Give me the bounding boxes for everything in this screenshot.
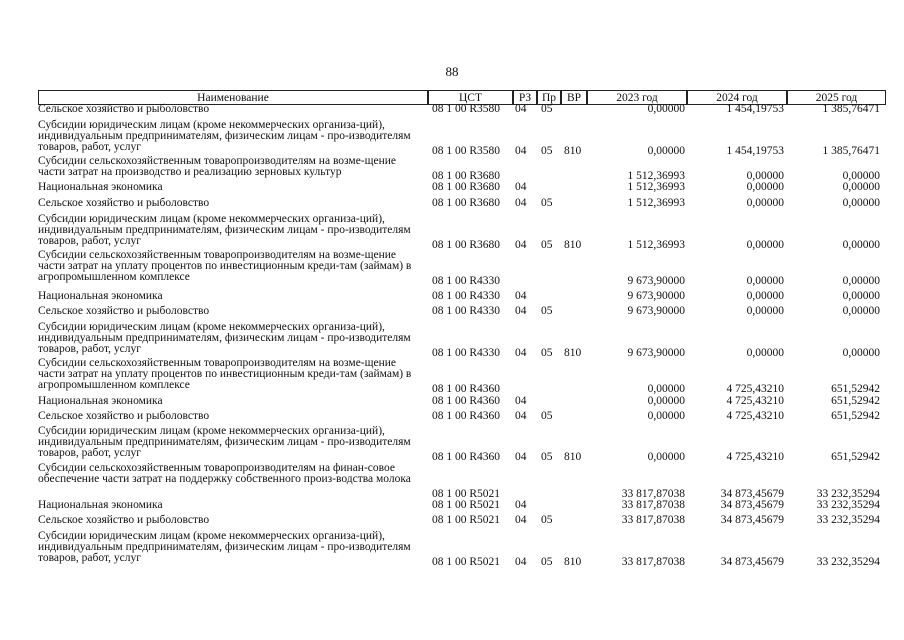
row-pr: 05 bbox=[541, 305, 553, 317]
row-rz: 04 bbox=[515, 145, 527, 157]
row-value-2025: 651,52942 bbox=[831, 410, 880, 422]
row-rz: 04 bbox=[515, 181, 527, 193]
row-pr: 05 bbox=[541, 451, 553, 463]
row-pr: 05 bbox=[541, 514, 553, 526]
table-row bbox=[0, 530, 904, 568]
row-value-2025: 1 385,76471 bbox=[822, 145, 880, 157]
row-value-2024: 1 454,19753 bbox=[726, 103, 784, 115]
row-name: Сельское хозяйство и рыболовство bbox=[38, 305, 210, 317]
row-csr: 08 1 00 R3680 bbox=[432, 170, 501, 182]
row-csr: 08 1 00 R4360 bbox=[432, 383, 501, 395]
header-name: Наименование bbox=[38, 90, 428, 105]
row-rz: 04 bbox=[515, 499, 527, 511]
row-value-2023: 0,00000 bbox=[647, 145, 685, 157]
row-csr: 08 1 00 R4360 bbox=[432, 451, 501, 463]
row-vr: 810 bbox=[564, 347, 582, 359]
row-value-2024: 0,00000 bbox=[746, 239, 784, 251]
row-value-2024: 0,00000 bbox=[746, 305, 784, 317]
row-value-2023: 1 512,36993 bbox=[627, 239, 685, 251]
row-rz: 04 bbox=[515, 103, 527, 115]
row-value-2025: 0,00000 bbox=[842, 197, 880, 209]
row-csr: 08 1 00 R4330 bbox=[432, 347, 501, 359]
row-name: Субсидии юридическим лицам (кроме некоммерческих организа-ций), индивидуальным предпринимателям, физическим лицам - про-изводителям товаров, работ, услуг bbox=[38, 321, 411, 355]
row-csr: 08 1 00 R4330 bbox=[432, 305, 501, 317]
header-2024: 2024 год bbox=[687, 90, 787, 105]
row-rz: 04 bbox=[515, 197, 527, 209]
table-row bbox=[0, 182, 904, 193]
row-csr: 08 1 00 R5021 bbox=[432, 514, 501, 526]
row-name: Субсидии сельскохозяйственным товаропроизводителям на финан-совое обеспечение части затрат на поддержку собственного произ-водства молока bbox=[38, 462, 411, 485]
row-rz: 04 bbox=[515, 514, 527, 526]
row-rz: 04 bbox=[515, 395, 527, 407]
row-value-2024: 0,00000 bbox=[746, 197, 784, 209]
header-2025: 2025 год bbox=[787, 90, 886, 105]
row-value-2025: 0,00000 bbox=[842, 170, 880, 182]
row-value-2024: 4 725,43210 bbox=[726, 395, 784, 407]
table-row bbox=[0, 291, 904, 302]
row-vr: 810 bbox=[564, 451, 582, 463]
row-csr: 08 1 00 R3680 bbox=[432, 181, 501, 193]
row-value-2025: 0,00000 bbox=[842, 290, 880, 302]
row-pr: 05 bbox=[541, 239, 553, 251]
row-name: Сельское хозяйство и рыболовство bbox=[38, 103, 210, 115]
table-row bbox=[0, 155, 904, 182]
row-value-2023: 33 817,87038 bbox=[621, 488, 685, 500]
row-name: Национальная экономика bbox=[38, 395, 163, 407]
row-csr: 08 1 00 R3680 bbox=[432, 197, 501, 209]
table-row bbox=[0, 425, 904, 463]
row-value-2025: 33 232,35294 bbox=[816, 556, 880, 568]
row-csr: 08 1 00 R3580 bbox=[432, 145, 501, 157]
row-value-2023: 33 817,87038 bbox=[621, 514, 685, 526]
row-name: Национальная экономика bbox=[38, 181, 163, 193]
row-rz: 04 bbox=[515, 290, 527, 302]
row-value-2023: 0,00000 bbox=[647, 383, 685, 395]
row-name: Субсидии юридическим лицам (кроме некоммерческих организа-ций), индивидуальным предпринимателям, физическим лицам - про-изводителям товаров, работ, услуг bbox=[38, 425, 411, 459]
row-csr: 08 1 00 R5021 bbox=[432, 556, 501, 568]
table-row bbox=[0, 198, 904, 209]
row-value-2023: 1 512,36993 bbox=[627, 181, 685, 193]
row-name: Сельское хозяйство и рыболовство bbox=[38, 514, 210, 526]
table-row bbox=[0, 213, 904, 251]
row-value-2025: 33 232,35294 bbox=[816, 488, 880, 500]
header-2023: 2023 год bbox=[587, 90, 687, 105]
row-name: Субсидии сельскохозяйственным товаропроизводителям на возме-щение части затрат на уплату процентов по инвестиционным креди-там (займам) в агропромышленном комплексе bbox=[38, 249, 412, 283]
row-value-2024: 34 873,45679 bbox=[720, 488, 784, 500]
row-value-2024: 1 454,19753 bbox=[726, 145, 784, 157]
row-value-2025: 651,52942 bbox=[831, 383, 880, 395]
row-csr: 08 1 00 R3580 bbox=[432, 103, 501, 115]
row-name: Сельское хозяйство и рыболовство bbox=[38, 410, 210, 422]
row-pr: 05 bbox=[541, 347, 553, 359]
row-csr: 08 1 00 R4330 bbox=[432, 275, 501, 287]
row-value-2023: 1 512,36993 bbox=[627, 197, 685, 209]
row-value-2024: 34 873,45679 bbox=[720, 514, 784, 526]
row-csr: 08 1 00 R5021 bbox=[432, 488, 501, 500]
table-row bbox=[0, 357, 904, 395]
table-row bbox=[0, 249, 904, 287]
row-value-2024: 34 873,45679 bbox=[720, 499, 784, 511]
row-value-2023: 1 512,36993 bbox=[627, 170, 685, 182]
table-row bbox=[0, 515, 904, 526]
row-name: Субсидии юридическим лицам (кроме некоммерческих организа-ций), индивидуальным предпринимателям, физическим лицам - про-изводителям товаров, работ, услуг bbox=[38, 213, 411, 247]
row-value-2025: 651,52942 bbox=[831, 395, 880, 407]
row-pr: 05 bbox=[541, 103, 553, 115]
row-csr: 08 1 00 R4330 bbox=[432, 290, 501, 302]
row-csr: 08 1 00 R4360 bbox=[432, 410, 501, 422]
row-csr: 08 1 00 R5021 bbox=[432, 499, 501, 511]
table-row bbox=[0, 500, 904, 511]
table-row bbox=[0, 321, 904, 359]
row-value-2023: 9 673,90000 bbox=[627, 275, 685, 287]
row-name: Субсидии сельскохозяйственным товаропроизводителям на возме-щение части затрат на уплату процентов по инвестиционным креди-там (займам) в агропромышленном комплексе bbox=[38, 357, 412, 391]
row-name: Субсидии юридическим лицам (кроме некоммерческих организа-ций), индивидуальным предпринимателям, физическим лицам - про-изводителям товаров, работ, услуг bbox=[38, 530, 411, 564]
row-value-2024: 0,00000 bbox=[746, 290, 784, 302]
row-value-2024: 0,00000 bbox=[746, 275, 784, 287]
header-rz: РЗ bbox=[513, 90, 537, 105]
row-name: Сельское хозяйство и рыболовство bbox=[38, 197, 210, 209]
row-rz: 04 bbox=[515, 451, 527, 463]
row-value-2025: 651,52942 bbox=[831, 451, 880, 463]
row-vr: 810 bbox=[564, 556, 582, 568]
row-rz: 04 bbox=[515, 347, 527, 359]
row-csr: 08 1 00 R4360 bbox=[432, 395, 501, 407]
table-row bbox=[0, 119, 904, 157]
row-value-2023: 0,00000 bbox=[647, 451, 685, 463]
row-csr: 08 1 00 R3680 bbox=[432, 239, 501, 251]
header-pr: Пр bbox=[537, 90, 561, 105]
row-value-2025: 0,00000 bbox=[842, 347, 880, 359]
row-value-2023: 0,00000 bbox=[647, 410, 685, 422]
row-rz: 04 bbox=[515, 556, 527, 568]
row-value-2024: 0,00000 bbox=[746, 181, 784, 193]
row-rz: 04 bbox=[515, 239, 527, 251]
row-value-2025: 0,00000 bbox=[842, 239, 880, 251]
row-rz: 04 bbox=[515, 305, 527, 317]
row-value-2025: 1 385,76471 bbox=[822, 103, 880, 115]
row-value-2024: 34 873,45679 bbox=[720, 556, 784, 568]
table-row bbox=[0, 306, 904, 317]
table-row bbox=[0, 396, 904, 407]
page-number: 88 bbox=[445, 64, 459, 79]
row-value-2025: 0,00000 bbox=[842, 181, 880, 193]
row-value-2023: 33 817,87038 bbox=[621, 556, 685, 568]
row-value-2023: 33 817,87038 bbox=[621, 499, 685, 511]
row-value-2023: 9 673,90000 bbox=[627, 347, 685, 359]
row-value-2024: 4 725,43210 bbox=[726, 410, 784, 422]
row-value-2023: 0,00000 bbox=[647, 395, 685, 407]
table-row bbox=[0, 462, 904, 500]
row-value-2025: 33 232,35294 bbox=[816, 499, 880, 511]
row-name: Национальная экономика bbox=[38, 290, 163, 302]
row-name: Национальная экономика bbox=[38, 499, 163, 511]
row-pr: 05 bbox=[541, 145, 553, 157]
row-value-2024: 4 725,43210 bbox=[726, 383, 784, 395]
row-name: Субсидии сельскохозяйственным товаропроизводителям на возме-щение части затрат на производство и реализацию зерновых культур bbox=[38, 155, 397, 178]
row-value-2025: 0,00000 bbox=[842, 275, 880, 287]
row-value-2024: 0,00000 bbox=[746, 347, 784, 359]
row-value-2025: 0,00000 bbox=[842, 305, 880, 317]
row-pr: 05 bbox=[541, 556, 553, 568]
row-value-2023: 0,00000 bbox=[647, 103, 685, 115]
row-value-2023: 9 673,90000 bbox=[627, 290, 685, 302]
table-row bbox=[0, 104, 904, 115]
row-value-2023: 9 673,90000 bbox=[627, 305, 685, 317]
row-vr: 810 bbox=[564, 145, 582, 157]
row-pr: 05 bbox=[541, 410, 553, 422]
row-name: Субсидии юридическим лицам (кроме некоммерческих организа-ций), индивидуальным предпринимателям, физическим лицам - про-изводителям товаров, работ, услуг bbox=[38, 119, 411, 153]
row-value-2024: 0,00000 bbox=[746, 170, 784, 182]
row-value-2024: 4 725,43210 bbox=[726, 451, 784, 463]
row-rz: 04 bbox=[515, 410, 527, 422]
row-value-2025: 33 232,35294 bbox=[816, 514, 880, 526]
row-pr: 05 bbox=[541, 197, 553, 209]
row-vr: 810 bbox=[564, 239, 582, 251]
header-vr: ВР bbox=[561, 90, 587, 105]
header-csr: ЦСТ bbox=[428, 90, 513, 105]
table-row bbox=[0, 411, 904, 422]
